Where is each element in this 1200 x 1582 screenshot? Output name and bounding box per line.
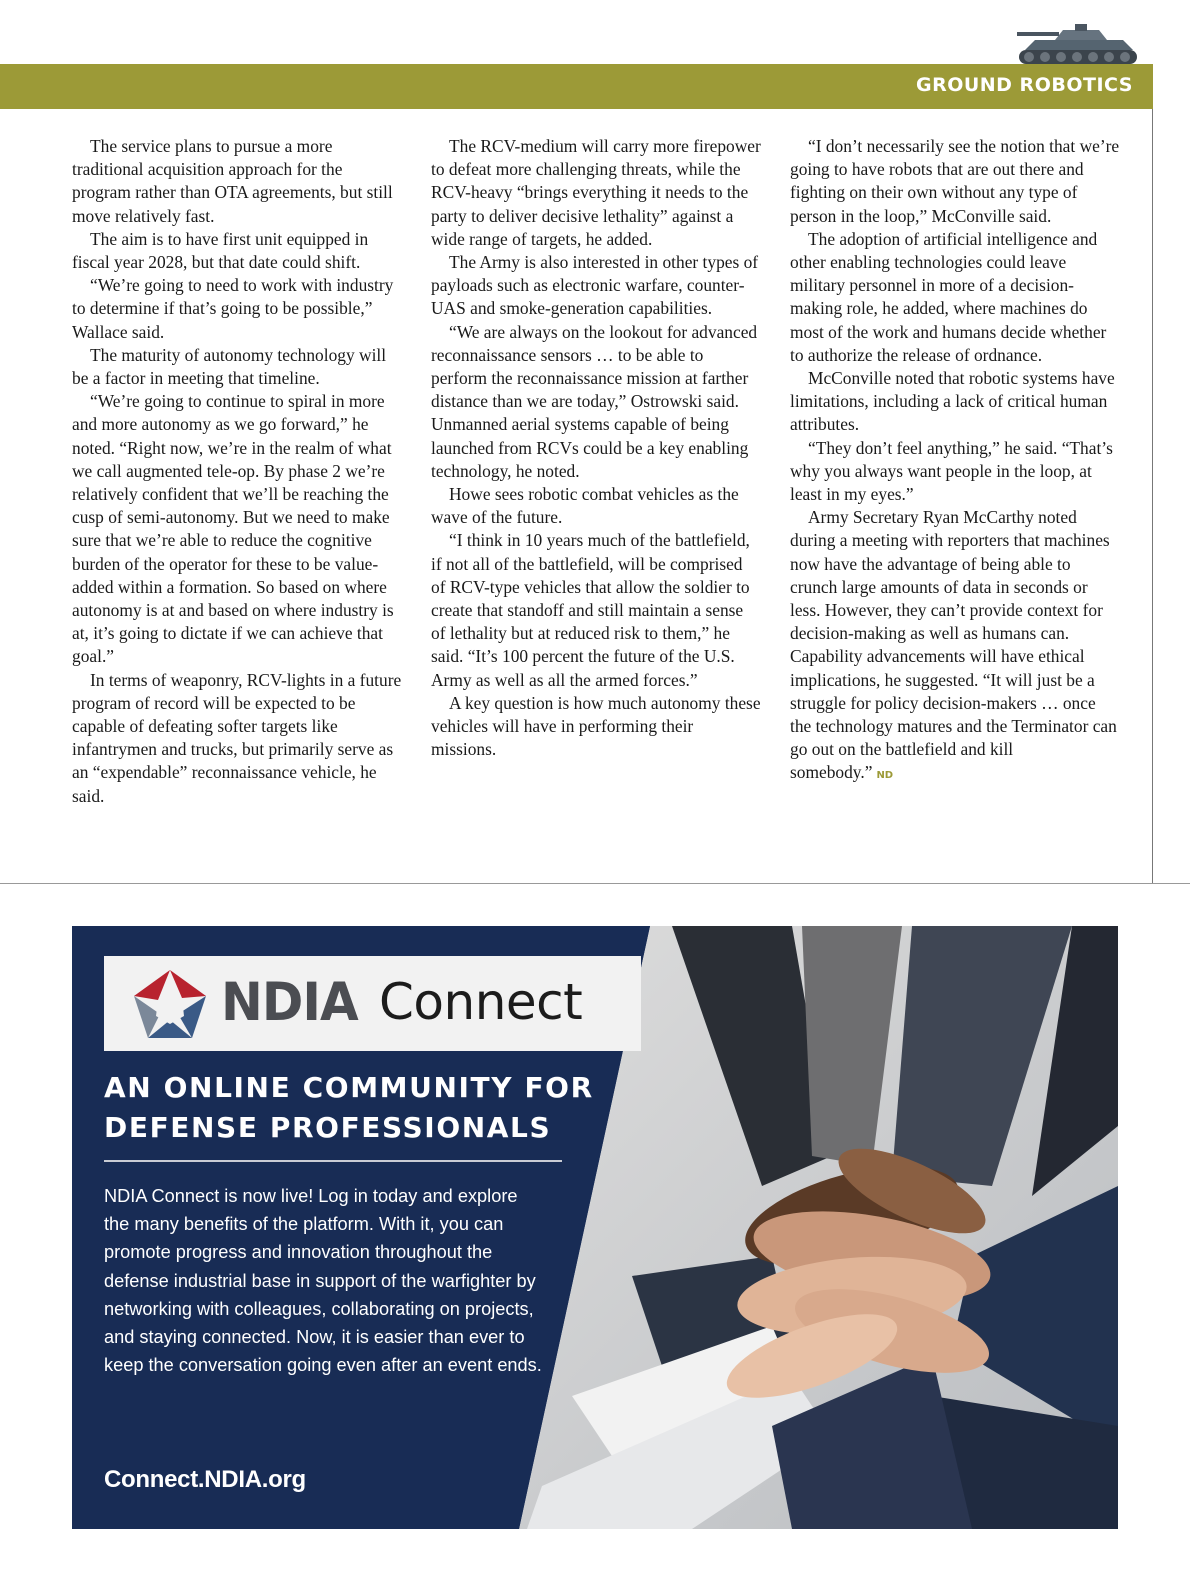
paragraph: A key question is how much autonomy these vehicles will have in performing their missions. — [431, 692, 761, 760]
ad-headline: AN ONLINE COMMUNITY FOR DEFENSE PROFESSIONALS — [104, 1071, 594, 1144]
paragraph: The maturity of autonomy technology will be a factor in meeting that timeline. — [72, 344, 387, 389]
paragraph: “I think in 10 years much of the battlefield, if not all of the battlefield, will be comprised of RCV-type vehicles that allow the soldier to create that standoff and still maintain a sense of lethality but at reduced risk to them,” he said. “It’s 100 percent the future of the U.S. Army as well as all the armed forces.” — [431, 530, 750, 690]
ad-body-text: NDIA Connect is now live! Log in today and explore the many benefits of the platform. With it, you can promote progress and innovation throughout the defense industrial base in support of the warfighter by networking with colleagues, collaborating on projects, and staying connected. Now, it is easier than ever to keep the conversation going even after an event ends. — [104, 1186, 542, 1376]
article-column-2 — [431, 135, 761, 761]
section-header-band — [0, 64, 1153, 109]
paragraph: McConville noted that robotic systems have limitations, including a lack of critical human attributes. — [790, 368, 1115, 435]
paragraph: The service plans to pursue a more traditional acquisition approach for the program rather than OTA agreements, but still move relatively fast. — [72, 136, 393, 226]
paragraph: The aim is to have first unit equipped in fiscal year 2028, but that date could shift. — [72, 228, 369, 273]
paragraph: Howe sees robotic combat vehicles as the wave of the future. — [431, 484, 739, 528]
ad-divider — [104, 1160, 562, 1162]
paragraph: The Army is also interested in other types of payloads such as electronic warfare, counter-UAS and smoke-generation capabilities. — [431, 252, 759, 319]
paragraph-last — [790, 506, 1120, 787]
paragraph: The RCV-medium will carry more firepower to defeat more challenging threats, while the RCV-heavy “brings everything it needs to the party to deliver decisive lethality” against a wide range of targets, he added. — [431, 136, 761, 249]
logo-connect-text: Connect — [379, 973, 583, 1031]
end-mark: ND — [876, 770, 894, 782]
article-column-1 — [72, 135, 402, 808]
ndia-connect-ad[interactable] — [72, 926, 1118, 1529]
ndia-connect-logo — [104, 956, 641, 1051]
paragraph: “We’re going to continue to spiral in more and more autonomy as we go forward,” he noted. “Right now, we’re in the realm of what we call augmented tele-op. By phase 2 we’re relatively confident that we’ll be reaching the cusp of semi-autonomy. But we need to make sure that we’re able to reduce the cognitive burden of the operator for these to be value-added within a formation. So based on where autonomy is at and based on where industry is at, it’s going to dictate if we can achieve that goal.” — [72, 391, 394, 667]
article-column-3 — [790, 135, 1120, 788]
ad-url-link[interactable]: Connect.NDIA.org — [104, 1466, 306, 1493]
page-rule-right — [1152, 109, 1153, 884]
ndia-pentagon-logo-icon — [134, 970, 206, 1038]
section-label: GROUND ROBOTICS — [915, 74, 1133, 96]
paragraph: The adoption of artificial intelligence and other enabling technologies could leave military personnel in more of a decision-making role, he added, where machines do most of the work and humans decide whether to authorize the release of ordnance. — [790, 228, 1107, 365]
paragraph: “I don’t necessarily see the notion that we’re going to have robots that are out there and fighting on their own without any type of person in the loop,” McConville said. — [790, 136, 1120, 226]
page-rule-bottom — [0, 883, 1190, 884]
paragraph: “They don’t feel anything,” he said. “That’s why you always want people in the loop, at least in my eyes.” — [790, 437, 1113, 505]
paragraph: In terms of weaponry, RCV-lights in a future program of record will be expected to be capable of defeating softer targets like infantrymen and trucks, but primarily serve as an “expendable” reconnaissance vehicle, he said. — [72, 669, 402, 806]
paragraph: “We are always on the lookout for advanced reconnaissance sensors … to be able to perform the reconnaissance mission at farther distance than we are today,” Ostrowski said. Unmanned aerial systems capable of being launched from RCVs could be a key enabling technology, he noted. — [431, 321, 758, 481]
logo-ndia-text: NDIA — [221, 971, 358, 1033]
paragraph-text: Army Secretary Ryan McCarthy noted during a meeting with reporters that machines now have the advantage of being able to crunch large amounts of data in seconds or less. However, they can’t provide context for decision-making as well as humans can. Capability advancements will have ethical implications, he suggested. “It will just be a struggle for policy decision-makers … once the technology matures and the Terminator can go out on the battlefield and kill somebody.” — [790, 507, 1117, 783]
paragraph: “We’re going to need to work with industry to determine if that’s going to be possible,” Wallace said. — [72, 275, 394, 342]
tank-icon — [1015, 22, 1141, 68]
